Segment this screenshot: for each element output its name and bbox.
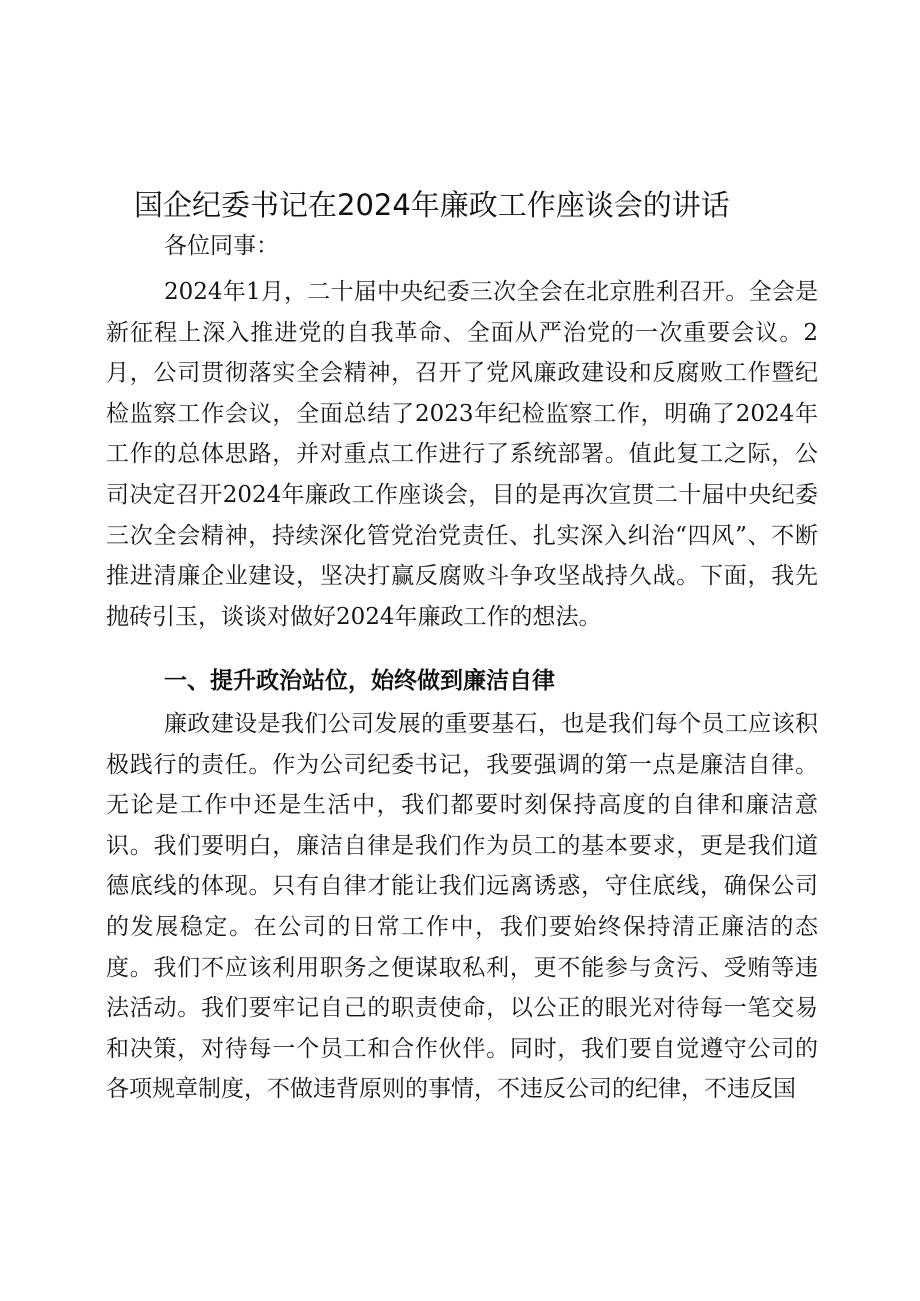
section-heading-1: 一、提升政治站位，始终做到廉洁自律 <box>164 668 555 694</box>
document-title: 国企纪委书记在2024年廉政工作座谈会的讲话 <box>134 188 730 223</box>
section-1-paragraph: 廉政建设是我们公司发展的重要基石，也是我们每个员工应该积极践行的责任。作为公司纪委书记，我要强调的第一点是廉洁自律。无论是工作中还是生活中，我们都要时刻保持高度的自律和廉洁意识。我们要明白，廉洁自律是我们作为员工的基本要求，更是我们道德底线的体现。只有自律才能让我们远离诱惑，守住底线，确保公司的发展稳定。在公司的日常工作中，我们要始终保持清正廉洁的态度。我们不应该利用职务之便谋取私利，更不能参与贪污、受贿等违法活动。我们要牢记自己的职责使命，以公正的眼光对待每一笔交易和决策，对待每一个员工和合作伙伴。同时，我们要自觉遵守公司的各项规章制度，不做违背原则的事情，不违反公司的纪律，不违反国 <box>106 711 818 1103</box>
salutation: 各位同事： <box>164 233 279 259</box>
intro-paragraph: 2024年1月，二十届中央纪委三次全会在北京胜利召开。全会是新征程上深入推进党的自我革命、全面从严治党的一次重要会议。2月，公司贯彻落实全会精神，召开了党风廉政建设和反腐败工作暨纪检监察工作会议，全面总结了2023年纪检监察工作，明确了2024年工作的总体思路，并对重点工作进行了系统部署。值此复工之际，公司决定召开2024年廉政工作座谈会，目的是再次宣贯二十届中央纪委三次全会精神，持续深化管党治党责任、扎实深入纠治“四风”、不断推进清廉企业建设，坚决打赢反腐败斗争攻坚战持久战。下面，我先抛砖引玉，谈谈对做好2024年廉政工作的想法。 <box>106 279 818 630</box>
